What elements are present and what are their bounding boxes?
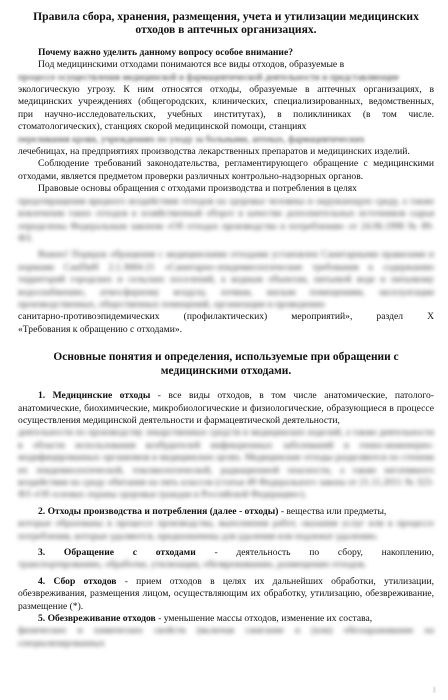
paragraph-legal-basis-blurred: предотвращения вредного воздействия отходов на здоровье человека и окружающую среду, а также вовлечения таких отходов в хозяйственный оборот в качестве дополнительных источников сырья определены Федеральным законом «Об отходах производства и потребления» от 24.06.1998 № 89-ФЗ. (18, 195, 434, 244)
paragraph-sanpin-blurred: Важно! Порядок обращения с медицинскими отходами установлен Санитарными правилами и нормами СанПиН 2.1.3684-21 «Санитарно-эпидемиологические требования к содержанию территорий городских и сельских поселений, к водным объектам, питьевой воде и питьевому водоснабжению, атмосферному воздуху, почвам, жилым помещениям, эксплуатации производственных, общественных помещений, организации и проведению (18, 249, 434, 310)
question-heading: Почему важно уделить данному вопросу особое внимание? (38, 46, 294, 58)
page-number: 1 (432, 685, 436, 694)
definition-4 (18, 576, 434, 613)
intro-line-2: экологическую угрозу. К ним относятся отходы, образуемые в аптечных организациях, в медицинских учреждениях (общегородских, клинических, специализированных, ведомственных, при научно-исследовательских, учебных институтах), в поликлиниках (в том числе. стоматологических), станциях скорой медицинской помощи, станциях (18, 84, 434, 133)
definition-4-text: - прием отходов в целях их дальнейших обработки, утилизации, обезвреживания, размещения лицом, осуществляющим их обработку, утилизацию, обезвреживание, размещение (*). (18, 575, 434, 612)
paragraph-legal-basis: Правовые основы обращения с отходами производства и потребления в целях (38, 183, 357, 195)
definition-2-text: - вещества или предметы, (278, 505, 387, 517)
definition-2 (18, 506, 434, 518)
intro-blurred-1: процессе осуществления медицинской и фармацевтической деятельности и представляющие (18, 71, 400, 83)
section-title: Основные понятия и определения, используемые при обращении с медицинскими отходами. (53, 351, 399, 378)
definition-3 (18, 547, 434, 559)
definition-3-term: 3. Обращение с отходами (38, 547, 196, 559)
definition-5-blurred: физических и химических свойств (включая сжигание и (или) обеззараживание на специализированных (18, 625, 434, 649)
paragraph-sanpin-line-2: «Требования к обращению с отходами». (18, 323, 183, 335)
definition-5-term: 5. Обезвреживание отходов (38, 613, 156, 625)
definition-2-blurred: которые образованы в процессе производства, выполнения работ, оказания услуг или в процессе потребления, которые удаляются, предназначены для удаления или подлежат удалению. (18, 518, 434, 542)
definition-5-text: - уменьшение массы отходов, изменение их состава, (155, 613, 373, 625)
definition-1-text: - все виды отходов, в том числе анатомические, патолого-анатомические, биохимические, микробиологические и физиологические, образующиеся в процессе осуществления медицинской деятельности и фармацевтической деятельности, (18, 390, 434, 426)
intro-line-1: Под медицинскими отходами понимаются все виды отходов, образуемые в (38, 59, 345, 71)
document-title: Правила сбора, хранения, размещения, учета и утилизации медицинских отходов в аптечных организациях. (33, 10, 419, 37)
definition-1 (18, 390, 434, 427)
intro-line-3: лечебницах, на предприятиях производства лекарственных препаратов и медицинских изделий. (18, 146, 410, 158)
definition-1-term: 1. Медицинские отходы (38, 390, 151, 402)
definition-5 (18, 613, 434, 625)
paragraph-sanpin-line-1: санитарно-противоэпидемических (профилактических) мероприятий», раздел X (18, 311, 434, 323)
definition-3-text: - деятельность по сбору, накоплению, (195, 547, 434, 559)
definition-2-term: 2. Отходы производства и потребления (далее - отходы) (38, 505, 279, 517)
paragraph-compliance: Соблюдение требований законодательства, регламентирующего обращение с медицинскими отходами, является предметом проверки различных контрольно-надзорных органов. (18, 158, 434, 182)
definition-3-blurred: транспортированию, обработке, утилизации, обезвреживанию, размещению отходов. (18, 559, 367, 571)
intro-blurred-2: переливания крови, учреждениях по уходу за больными, аптеках, фармацевтических (18, 133, 365, 145)
definition-1-blurred: деятельности по производству лекарственных средств и медицинских изделий, а также деятельности в области использования возбудителей инфекционных заболеваний и генно-инженерно-модифицированных организмов в медицинских целях. Медицинские отходы разделяются по степени их эпидемиологической, токсикологической, радиационной опасности, а также негативного воздействия на среду обитания на пять классов (статья 49 Федерального закона от 21.11.2011 № 323-ФЗ «Об основах охраны здоровья граждан в Российской Федерации»). (18, 427, 434, 501)
definition-4-term: 4. Сбор отходов (38, 575, 117, 587)
